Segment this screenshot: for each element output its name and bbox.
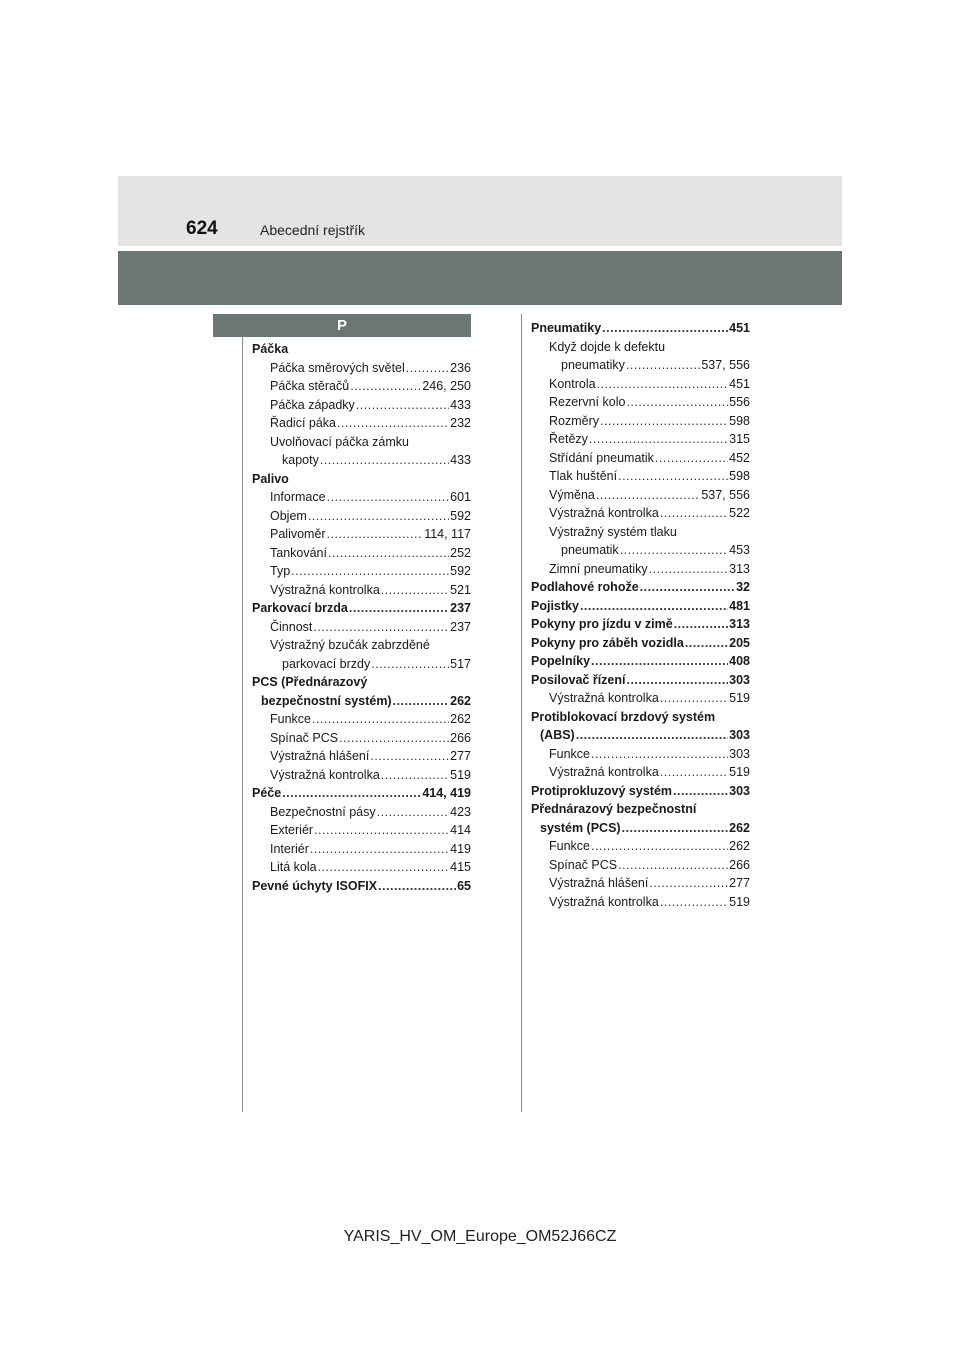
dot-leader bbox=[327, 525, 424, 544]
entry-page-ref: 519 bbox=[729, 765, 750, 779]
entry-label: Řadicí páka bbox=[270, 416, 337, 430]
entry-label: Pokyny pro záběh vozidla bbox=[531, 635, 684, 650]
entry-label: Kontrola bbox=[549, 376, 596, 391]
page-number: 624 bbox=[186, 218, 218, 239]
index-entry bbox=[252, 710, 471, 729]
dot-leader bbox=[600, 412, 728, 431]
entry-label: Protiblokovací brzdový systém bbox=[531, 709, 716, 724]
entry-label: Objem bbox=[270, 508, 307, 523]
index-entry bbox=[252, 840, 471, 859]
entry-page-ref: 313 bbox=[729, 561, 750, 576]
index-entry bbox=[531, 763, 750, 782]
entry-page-ref: 419 bbox=[450, 841, 471, 856]
dot-leader bbox=[597, 375, 729, 394]
entry-page-ref: 519 bbox=[450, 767, 471, 782]
dot-leader bbox=[620, 541, 728, 560]
entry-page-ref: 521 bbox=[450, 582, 471, 597]
entry-label: pneumatiky bbox=[561, 358, 625, 372]
entry-page-ref: 236 bbox=[450, 360, 471, 375]
entry-page-ref: 481 bbox=[729, 598, 750, 613]
index-entry bbox=[252, 414, 471, 433]
entry-page-ref: 415 bbox=[450, 860, 471, 874]
dot-leader bbox=[602, 319, 728, 338]
entry-label: Výstražný systém tlaku bbox=[549, 524, 677, 539]
header-band bbox=[118, 176, 842, 246]
entry-page-ref: 451 bbox=[729, 376, 750, 391]
dot-leader bbox=[327, 488, 450, 507]
entry-label: Pojistky bbox=[531, 598, 579, 613]
dot-leader bbox=[406, 359, 449, 378]
dot-leader bbox=[393, 692, 450, 711]
entry-page-ref: 433 bbox=[450, 453, 471, 467]
index-entry bbox=[531, 819, 750, 838]
entry-page-ref: 237 bbox=[450, 619, 471, 634]
dot-leader bbox=[381, 766, 449, 785]
dot-leader bbox=[626, 671, 728, 690]
entry-page-ref: 232 bbox=[450, 416, 471, 430]
index-entry bbox=[531, 467, 750, 486]
index-entry bbox=[252, 451, 471, 470]
dot-leader bbox=[291, 562, 449, 581]
entry-page-ref: 205 bbox=[729, 635, 750, 650]
dot-leader bbox=[356, 396, 449, 415]
dot-leader bbox=[328, 544, 449, 563]
entry-label: Výstražný bzučák zabrzděné bbox=[270, 638, 430, 652]
entry-label: Popelníky bbox=[531, 654, 591, 668]
index-entry bbox=[252, 655, 471, 674]
entry-label: Litá kola bbox=[270, 860, 317, 874]
entry-label: Výměna bbox=[549, 487, 595, 502]
entry-label: systém (PCS) bbox=[540, 820, 621, 835]
entry-label: Páčka stěračů bbox=[270, 379, 350, 393]
dot-leader bbox=[673, 782, 728, 801]
entry-label: Výstražná kontrolka bbox=[270, 767, 380, 782]
entry-label: Když dojde k defektu bbox=[549, 339, 666, 354]
index-entry bbox=[252, 544, 471, 563]
index-entry bbox=[252, 581, 471, 600]
entry-label: Tankování bbox=[270, 545, 327, 560]
entry-label: Výstražná hlášení bbox=[270, 749, 370, 763]
entry-label: Výstražná kontrolka bbox=[270, 582, 380, 597]
dot-leader bbox=[308, 507, 449, 526]
entry-page-ref: 522 bbox=[729, 506, 750, 520]
index-entry bbox=[531, 689, 750, 708]
dot-leader bbox=[655, 449, 728, 468]
index-entry bbox=[531, 412, 750, 431]
dot-leader bbox=[674, 615, 728, 634]
index-entry bbox=[531, 541, 750, 560]
dot-leader bbox=[339, 729, 449, 748]
entry-page-ref: 303 bbox=[729, 783, 750, 798]
entry-page-ref: 598 bbox=[729, 413, 750, 428]
index-entry bbox=[531, 319, 750, 338]
dot-leader bbox=[685, 634, 728, 653]
index-entry bbox=[531, 856, 750, 875]
index-entry bbox=[252, 858, 471, 877]
section-title: Abecední rejstřík bbox=[260, 222, 366, 238]
entry-label: parkovací brzdy bbox=[282, 656, 371, 671]
entry-label: Páčka západky bbox=[270, 397, 355, 412]
dot-leader bbox=[318, 858, 450, 877]
entry-page-ref: 262 bbox=[450, 693, 471, 708]
index-entry bbox=[252, 766, 471, 785]
entry-label: Funkce bbox=[549, 839, 590, 853]
index-entry bbox=[531, 393, 750, 412]
column-divider-right bbox=[521, 314, 522, 1112]
column-divider-left bbox=[242, 337, 243, 1112]
entry-page-ref: 519 bbox=[729, 894, 750, 909]
index-entry bbox=[252, 599, 471, 618]
entry-label: Zimní pneumatiky bbox=[549, 561, 648, 576]
entry-page-ref: 592 bbox=[450, 508, 471, 523]
dot-leader bbox=[622, 819, 729, 838]
entry-label: Výstražná kontrolka bbox=[549, 765, 659, 779]
index-letter-heading: P bbox=[213, 314, 471, 337]
entry-page-ref: 453 bbox=[729, 543, 750, 557]
entry-page-ref: 592 bbox=[450, 564, 471, 578]
entry-label: Pneumatiky bbox=[531, 321, 602, 335]
dot-leader bbox=[589, 430, 728, 449]
entry-page-ref: 252 bbox=[450, 545, 471, 560]
entry-label: Informace bbox=[270, 490, 326, 504]
entry-label: Výstražná kontrolka bbox=[549, 691, 659, 705]
entry-page-ref: 598 bbox=[729, 469, 750, 483]
entry-page-ref: 452 bbox=[729, 450, 750, 465]
entry-label: Řetězy bbox=[549, 432, 588, 446]
dot-leader bbox=[580, 597, 728, 616]
entry-page-ref: 114, 117 bbox=[424, 527, 471, 541]
entry-label: Rozměry bbox=[549, 413, 600, 428]
index-entry bbox=[531, 671, 750, 690]
dot-leader bbox=[660, 689, 728, 708]
entry-label: Pokyny pro jízdu v zimě bbox=[531, 617, 673, 631]
index-entry bbox=[252, 618, 471, 637]
dot-leader bbox=[618, 856, 728, 875]
entry-page-ref: 32 bbox=[736, 580, 750, 594]
entry-label: Palivoměr bbox=[270, 527, 326, 541]
entry-label: Tlak huštění bbox=[549, 469, 618, 483]
entry-page-ref: 266 bbox=[729, 857, 750, 872]
index-entry bbox=[531, 893, 750, 912]
index-entry bbox=[531, 504, 750, 523]
dot-leader bbox=[312, 710, 449, 729]
index-column-left bbox=[252, 340, 471, 895]
dot-leader bbox=[660, 893, 728, 912]
index-entry bbox=[252, 803, 471, 822]
dot-leader bbox=[370, 747, 449, 766]
entry-page-ref: 519 bbox=[729, 691, 750, 705]
entry-label: Interiér bbox=[270, 841, 309, 856]
index-entry bbox=[531, 430, 750, 449]
entry-label: Páčka směrových světel bbox=[270, 360, 405, 375]
entry-page-ref: 277 bbox=[450, 749, 471, 763]
dot-leader bbox=[350, 377, 421, 396]
entry-label: Rezervní kolo bbox=[549, 395, 626, 409]
entry-page-ref: 451 bbox=[729, 321, 750, 335]
dot-leader bbox=[649, 874, 728, 893]
dot-leader bbox=[660, 504, 728, 523]
index-entry bbox=[531, 782, 750, 801]
entry-label: Spínač PCS bbox=[270, 730, 339, 745]
index-entry bbox=[252, 488, 471, 507]
dot-leader bbox=[618, 467, 728, 486]
index-entry bbox=[531, 726, 750, 745]
entry-label: Páčka bbox=[252, 342, 289, 356]
entry-label: Funkce bbox=[549, 746, 590, 761]
entry-label: Výstražná kontrolka bbox=[549, 506, 659, 520]
dot-leader bbox=[320, 451, 449, 470]
entry-page-ref: 266 bbox=[450, 730, 471, 745]
dot-leader bbox=[640, 578, 735, 597]
index-entry bbox=[252, 359, 471, 378]
entry-label: Pevné úchyty ISOFIX bbox=[252, 878, 378, 893]
index-entry bbox=[252, 821, 471, 840]
entry-label: pneumatik bbox=[561, 543, 619, 557]
dot-leader bbox=[337, 414, 449, 433]
dot-leader bbox=[649, 560, 728, 579]
index-column-right bbox=[531, 319, 750, 911]
entry-page-ref: 556 bbox=[729, 395, 750, 409]
dot-leader bbox=[576, 726, 728, 745]
entry-label: Uvolňovací páčka zámku bbox=[270, 434, 409, 449]
index-entry bbox=[252, 562, 471, 581]
index-entry bbox=[252, 692, 471, 711]
dot-leader bbox=[313, 618, 449, 637]
entry-page-ref: 303 bbox=[729, 746, 750, 761]
entry-page-ref: 303 bbox=[729, 728, 750, 742]
entry-page-ref: 537, 556 bbox=[701, 487, 750, 502]
index-entry bbox=[252, 396, 471, 415]
dot-leader bbox=[310, 840, 449, 859]
entry-page-ref: 65 bbox=[457, 878, 471, 893]
entry-label: Činnost bbox=[270, 619, 313, 634]
document-code: YARIS_HV_OM_Europe_OM52J66CZ bbox=[343, 1228, 617, 1245]
entry-label: Spínač PCS bbox=[549, 857, 618, 872]
entry-label: Péče bbox=[252, 786, 282, 800]
dot-leader bbox=[660, 763, 728, 782]
entry-page-ref: 237 bbox=[450, 601, 471, 615]
entry-label: Parkovací brzda bbox=[252, 601, 348, 615]
entry-label: Protiprokluzový systém bbox=[531, 783, 673, 798]
dot-leader bbox=[371, 655, 449, 674]
entry-page-ref: 246, 250 bbox=[422, 379, 471, 393]
entry-label: Přednárazový bezpečnostní bbox=[531, 802, 697, 816]
index-entry bbox=[531, 615, 750, 634]
entry-label: Výstražná kontrolka bbox=[549, 894, 659, 909]
entry-page-ref: 537, 556 bbox=[701, 358, 750, 372]
index-entry bbox=[252, 729, 471, 748]
index-entry bbox=[531, 597, 750, 616]
entry-page-ref: 517 bbox=[450, 656, 471, 671]
entry-label: Střídání pneumatik bbox=[549, 450, 654, 465]
index-entry bbox=[531, 652, 750, 671]
entry-label: kapoty bbox=[282, 453, 319, 467]
index-entry bbox=[531, 874, 750, 893]
index-entry bbox=[252, 784, 471, 803]
entry-page-ref: 262 bbox=[729, 839, 750, 853]
dot-leader bbox=[282, 784, 421, 803]
index-entry bbox=[252, 877, 471, 896]
index-entry bbox=[252, 377, 471, 396]
index-entry bbox=[531, 560, 750, 579]
entry-label: PCS (Přednárazový bbox=[252, 675, 368, 689]
entry-page-ref: 433 bbox=[450, 397, 471, 412]
entry-page-ref: 313 bbox=[729, 617, 750, 631]
index-entry bbox=[531, 634, 750, 653]
dot-leader bbox=[377, 803, 450, 822]
dot-leader bbox=[591, 652, 728, 671]
index-entry bbox=[531, 745, 750, 764]
index-entry bbox=[531, 375, 750, 394]
index-entry bbox=[531, 578, 750, 597]
entry-page-ref: 414 bbox=[450, 823, 471, 837]
entry-label: Podlahové rohože bbox=[531, 580, 639, 594]
index-entry bbox=[531, 837, 750, 856]
entry-label: Výstražná hlášení bbox=[549, 876, 649, 890]
dot-leader bbox=[349, 599, 449, 618]
dot-leader bbox=[378, 877, 456, 896]
entry-page-ref: 601 bbox=[450, 490, 471, 504]
dot-leader bbox=[596, 486, 700, 505]
dot-leader bbox=[626, 393, 728, 412]
index-entry bbox=[252, 507, 471, 526]
entry-label: bezpečnostní systém) bbox=[261, 693, 392, 708]
entry-label: (ABS) bbox=[540, 728, 575, 742]
entry-label: Bezpečnostní pásy bbox=[270, 804, 376, 819]
entry-label: Typ bbox=[270, 564, 291, 578]
entry-page-ref: 277 bbox=[729, 876, 750, 890]
entry-label: Funkce bbox=[270, 712, 311, 726]
header-bar bbox=[118, 251, 842, 305]
entry-label: Posilovač řízení bbox=[531, 672, 626, 687]
entry-page-ref: 408 bbox=[729, 654, 750, 668]
entry-page-ref: 315 bbox=[729, 432, 750, 446]
index-entry bbox=[531, 449, 750, 468]
entry-page-ref: 414, 419 bbox=[422, 786, 471, 800]
index-entry bbox=[531, 356, 750, 375]
index-entry bbox=[531, 486, 750, 505]
dot-leader bbox=[591, 745, 728, 764]
entry-label: Exteriér bbox=[270, 823, 314, 837]
entry-page-ref: 423 bbox=[450, 804, 471, 819]
dot-leader bbox=[591, 837, 728, 856]
index-entry bbox=[252, 747, 471, 766]
entry-label: Palivo bbox=[252, 471, 289, 486]
entry-page-ref: 262 bbox=[729, 820, 750, 835]
dot-leader bbox=[381, 581, 449, 600]
entry-page-ref: 303 bbox=[729, 672, 750, 687]
index-entry bbox=[252, 525, 471, 544]
entry-page-ref: 262 bbox=[450, 712, 471, 726]
dot-leader bbox=[314, 821, 449, 840]
dot-leader bbox=[626, 356, 700, 375]
